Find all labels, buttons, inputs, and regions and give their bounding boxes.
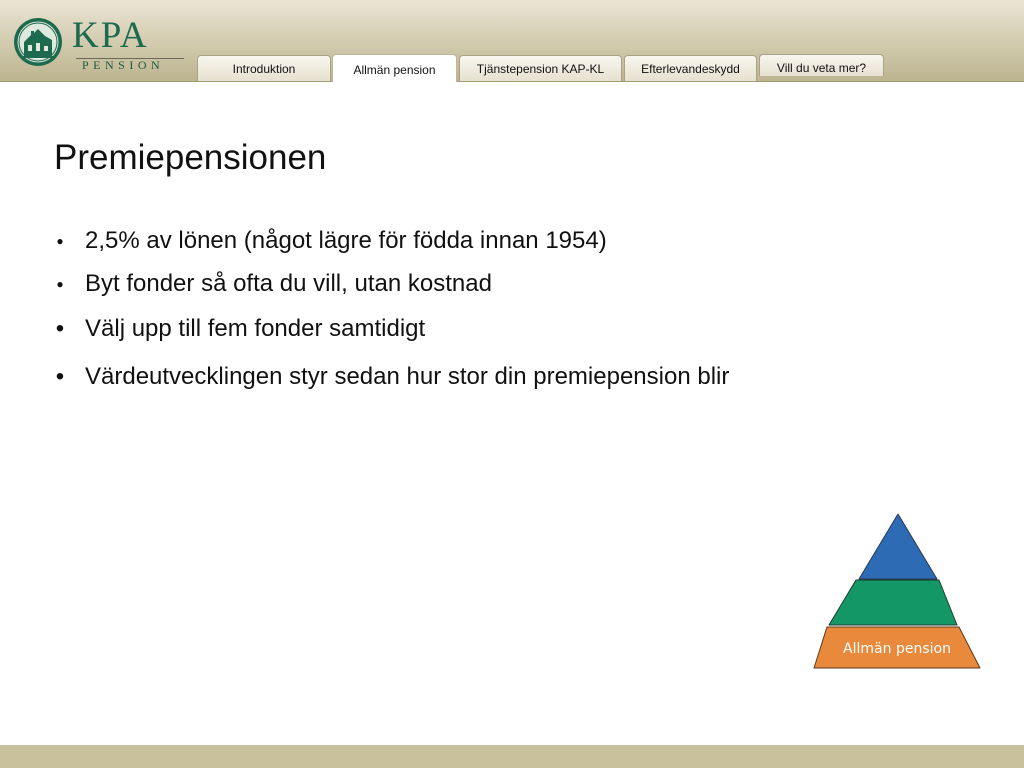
bullet-dot-icon: •: [55, 315, 65, 342]
pyramid-middle-tier: [829, 580, 957, 625]
tab-tjanstepension-kap-kl[interactable]: Tjänstepension KAP-KL: [459, 55, 622, 81]
tab-vill-du-veta-mer[interactable]: Vill du veta mer?: [759, 54, 884, 76]
bullet-dot-icon: •: [55, 363, 65, 390]
kpa-emblem-icon: [12, 16, 64, 68]
tab-allman-pension[interactable]: Allmän pension: [332, 54, 457, 82]
logo-wordmark: KPA: [72, 15, 149, 56]
bullet-text: Byt fonder så ofta du vill, utan kostnad: [85, 270, 492, 297]
top-banner: [0, 0, 1024, 82]
tab-efterlevandeskydd[interactable]: Efterlevandeskydd: [624, 55, 757, 81]
tab-introduktion[interactable]: Introduktion: [197, 55, 331, 81]
kpa-pension-logo[interactable]: [12, 14, 182, 74]
pension-pyramid: [810, 508, 985, 674]
logo-tagline: PENSION: [82, 58, 165, 72]
bullet-dot-icon: ●: [56, 234, 64, 248]
bullet-text: 2,5% av lönen (något lägre för födda innan 1954): [85, 227, 607, 254]
slide-title: Premiepensionen: [54, 138, 327, 177]
bullet-text: Välj upp till fem fonder samtidigt: [85, 315, 426, 342]
bullet-text: Värdeutvecklingen styr sedan hur stor din premiepension blir: [85, 363, 730, 390]
pyramid-top-tier: [859, 514, 937, 579]
bullet-dot-icon: ●: [56, 277, 64, 291]
bottom-bar: [0, 745, 1024, 768]
pyramid-label: Allmän pension: [843, 641, 951, 657]
